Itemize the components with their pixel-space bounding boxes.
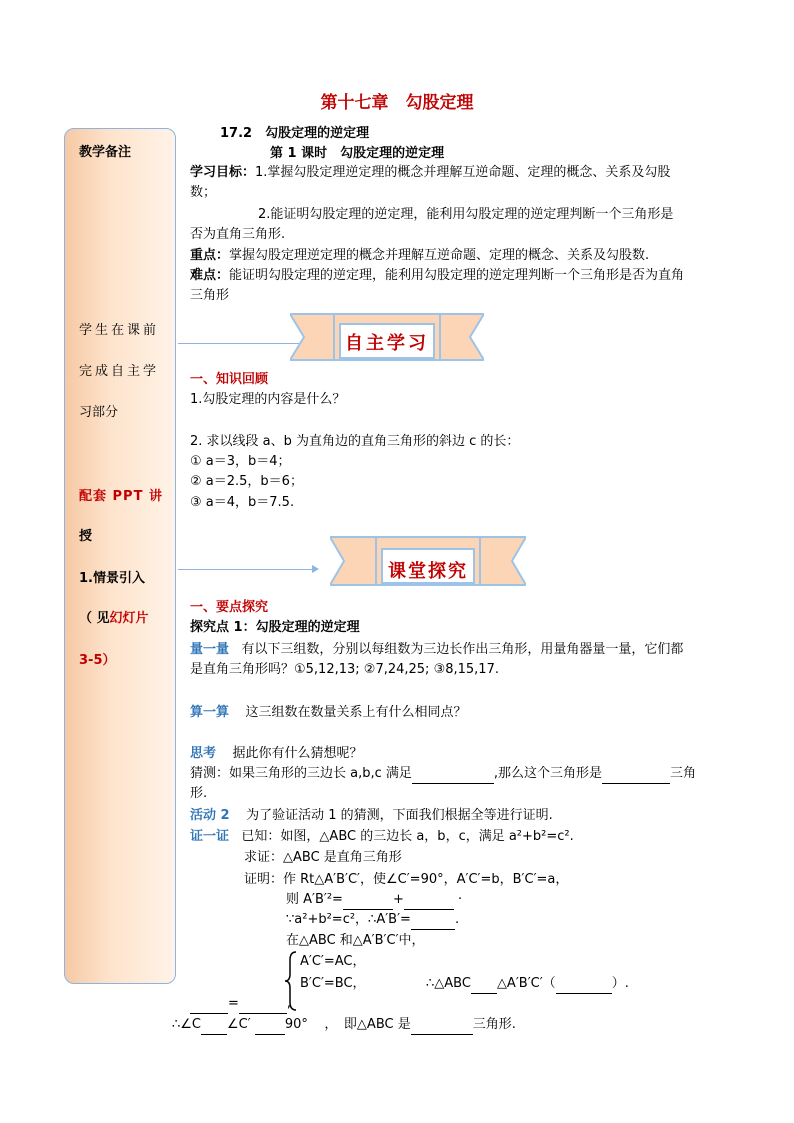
proof2-a: 则 A′B′²= (286, 892, 343, 907)
guess-blank-2[interactable] (602, 769, 670, 784)
final-b: ∠C′ (227, 1017, 251, 1032)
proof3-a: ∵a²+b²=c²，∴A′B′= (286, 912, 411, 927)
sidebar-slides (79, 607, 149, 626)
section-title: 17.2 勾股定理的逆定理 (220, 126, 370, 141)
think-label: 思考 (190, 746, 217, 761)
banner-zizhu-text: 自主学习 (345, 333, 429, 354)
difficulty-b: 三角形 (190, 288, 230, 303)
given-line (190, 827, 574, 847)
conclusion-line (426, 974, 629, 994)
final-d: ， 即△ABC 是 (324, 1017, 411, 1032)
think-text: 据此你有什么猜想呢？ (232, 746, 363, 761)
guess-line (190, 764, 696, 784)
goal-line: 求证：△ABC 是直角三角形 (244, 850, 402, 865)
measure-label: 量一量 (190, 642, 230, 657)
concl-c: ）. (611, 976, 629, 991)
chapter-title: 第十七章 勾股定理 (320, 93, 474, 113)
explore-point-1: 探究点 1：勾股定理的逆定理 (190, 620, 360, 635)
proof2-blank-1[interactable] (343, 895, 393, 910)
explore-heading: 一、要点探究 (190, 600, 269, 615)
prove-label: 证一证 (190, 829, 230, 844)
measure-text: 有以下三组数，分别以每组数为三边长作出三角形，用量角器量一量，它们都 (241, 642, 684, 657)
eq-blank-1[interactable] (190, 999, 228, 1014)
review-heading: 一、知识回顾 (190, 372, 269, 387)
final-e: 三角形. (472, 1017, 516, 1032)
final-line (172, 1015, 516, 1035)
review-q1: 1.勾股定理的内容是什么？ (190, 392, 346, 407)
key-label: 重点： (190, 248, 230, 263)
teaching-notes-sidebar (64, 128, 176, 984)
sidebar-header: 教学备注 (79, 145, 132, 160)
objective-1b: 数； (190, 185, 217, 200)
sidebar-ppt-1: 配套 PPT 讲 (79, 489, 163, 504)
calc-line (190, 703, 467, 723)
equation-line (190, 994, 291, 1014)
proof-line-1: 证明：作 Rt△A′B′C′，使∠C′=90°，A′C′=b，B′C′=a， (244, 872, 569, 887)
guess-c: 三角 (670, 766, 697, 781)
review-item-1: ① a＝3，b＝4； (190, 454, 291, 469)
proof2-b: + (392, 892, 404, 907)
arrow-line-2 (178, 569, 314, 570)
concl-a: ∴△ABC (426, 976, 471, 991)
objectives-label: 学习目标： (190, 165, 256, 180)
sidebar-note-1: 学生在课前 (79, 323, 160, 338)
concl-b: △A′B′C′（ (496, 976, 556, 991)
guess-a: 猜测：如果三角形的三边长 a,b,c 满足 (190, 766, 412, 781)
key-point (190, 246, 649, 266)
difficulty (190, 266, 684, 286)
sidebar-note-2: 完成自主学 (79, 364, 160, 379)
sidebar-slides-open: （ 见 (79, 611, 110, 626)
arrow-head-2 (312, 565, 319, 573)
final-blank-1[interactable] (201, 1020, 227, 1035)
key-text: 掌握勾股定理逆定理的概念并理解互逆命题、定理的概念、关系及勾股数. (229, 248, 650, 263)
final-c: 90° (284, 1017, 308, 1032)
objectives-line-1 (190, 163, 670, 183)
measure-line (190, 640, 683, 660)
case-1: A′C′=AC， (300, 954, 366, 969)
review-item-2: ② a＝2.5，b＝6； (190, 474, 303, 489)
sidebar-intro: 1.情景引入 (79, 571, 145, 586)
proof-line-2 (286, 890, 462, 910)
guess-blank-1[interactable] (412, 769, 494, 784)
objective-2b: 否为直角三角形. (190, 227, 286, 242)
objective-2: 2.能证明勾股定理的逆定理，能利用勾股定理的逆定理判断一个三角形是 (258, 207, 674, 222)
final-blank-3[interactable] (411, 1020, 473, 1035)
sidebar-ppt-2: 授 (79, 529, 93, 544)
proof-line-3 (286, 910, 459, 930)
diff-text: 能证明勾股定理的逆定理，能利用勾股定理的逆定理判断一个三角形是否为直角 (229, 268, 685, 283)
eq-end: , (286, 996, 292, 1011)
review-q2: 2. 求以线段 a、b 为直角边的直角三角形的斜边 c 的长： (190, 434, 520, 449)
proof3-blank[interactable] (411, 915, 455, 930)
final-blank-2[interactable] (255, 1020, 285, 1035)
measure-line-b: 是直角三角形吗？①5,12,13; ②7,24,25; ③8,15,17. (190, 662, 499, 677)
proof2-c: · (458, 892, 463, 907)
eq-blank-2[interactable] (239, 999, 287, 1014)
review-item-3: ③ a＝4，b＝7.5. (190, 495, 295, 510)
given-text: 已知：如图，△ABC 的三边长 a，b，c，满足 a²+b²=c². (241, 829, 574, 844)
guess-line-b: 形. (190, 786, 208, 801)
lesson-title: 第 1 课时 勾股定理的逆定理 (270, 146, 445, 161)
guess-b: ,那么这个三角形是 (493, 766, 603, 781)
sidebar-slides-red: 幻灯片 (109, 611, 149, 626)
banner-ketang-text: 课堂探究 (388, 561, 468, 582)
activity-text: 为了验证活动 1 的猜测，下面我们根据全等进行证明. (246, 808, 553, 823)
final-a: ∴∠C (172, 1017, 202, 1032)
proof-line-4: 在△ABC 和△A′B′C′中， (286, 933, 425, 948)
concl-blank-2[interactable] (556, 979, 612, 994)
activity-label: 活动 2 (190, 808, 230, 823)
proof3-b: . (454, 912, 460, 927)
objective-1: 1.掌握勾股定理逆定理的概念并理解互逆命题、定理的概念、关系及勾股 (255, 165, 671, 180)
calc-label: 算一算 (190, 705, 230, 720)
sidebar-slides-close: 3-5） (79, 653, 116, 668)
think-line (190, 744, 363, 764)
calc-text: 这三组数在数量关系上有什么相同点？ (245, 705, 467, 720)
sidebar-note-3: 习部分 (79, 405, 119, 420)
concl-blank-1[interactable] (471, 979, 497, 994)
eq-mid: = (228, 996, 239, 1011)
activity-line (190, 806, 553, 826)
diff-label: 难点： (190, 268, 230, 283)
case-2: B′C′=BC， (300, 976, 366, 991)
proof2-blank-2[interactable] (404, 895, 454, 910)
